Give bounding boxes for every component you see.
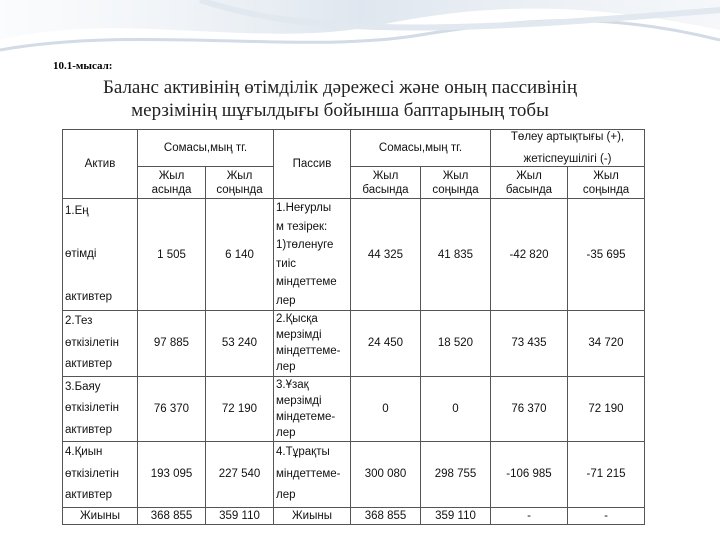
row3-asset-start: 76 370 <box>138 376 206 442</box>
row3-balance-start: 76 370 <box>491 376 568 442</box>
title-line-1: Баланс активінің өтімділік дәрежесі және оның пассивінің <box>102 77 578 98</box>
table-row <box>63 311 645 377</box>
total-liability-end: 359 110 <box>421 507 491 524</box>
row4-liability-line: 4.Тұрақты <box>276 446 330 458</box>
row2-asset-start: 97 885 <box>138 311 206 377</box>
row1-liability-line: 1.Неғурлы <box>276 202 332 214</box>
row1-liability-end: 41 835 <box>421 199 491 311</box>
row2-liability-line: міндеттеме- <box>276 345 341 358</box>
row2-balance-start: 73 435 <box>491 311 568 377</box>
row1-liability <box>274 199 351 311</box>
row4-liability <box>274 442 351 508</box>
row1-asset-start: 1 505 <box>138 199 206 311</box>
header-year-start-balance: Жыл басында <box>491 167 568 199</box>
row2-asset-line: өткізілетін <box>65 336 119 349</box>
header-liability: Пассив <box>274 130 351 199</box>
row4-liability-line: міндеттеме- <box>276 467 341 480</box>
row4-liability-line: лер <box>276 489 296 501</box>
total-row <box>63 507 645 524</box>
header-balance <box>491 130 645 167</box>
header-balance-line-1: Төлеу артықтығы (+), <box>510 131 625 143</box>
row3-liability-line: лер <box>276 426 296 439</box>
row3-asset <box>63 376 138 442</box>
row3-balance-end: 72 190 <box>568 376 645 442</box>
row2-liability-line: 2.Қысқа <box>276 313 318 326</box>
row2-liability <box>274 311 351 377</box>
row1-liability-line: тиіс <box>276 257 296 270</box>
row4-liability-end: 298 755 <box>421 442 491 508</box>
row1-asset-end: 6 140 <box>206 199 274 311</box>
row3-asset-line: өткізілетін <box>65 402 119 414</box>
total-balance-end: - <box>568 507 645 524</box>
row3-liability-end: 0 <box>421 376 491 442</box>
row1-asset-line <box>65 265 135 287</box>
row2-balance-end: 34 720 <box>568 311 645 377</box>
header-amount-assets: Сомасы,мың тг. <box>138 130 274 167</box>
page-title <box>60 76 620 122</box>
table-row <box>63 199 645 311</box>
total-asset-end: 359 110 <box>206 507 274 524</box>
row1-asset-line: 1.Ең <box>65 204 89 217</box>
row1-balance-end: -35 695 <box>568 199 645 311</box>
table-row <box>63 376 645 442</box>
table-row <box>63 442 645 508</box>
row1-liability-line: лер <box>276 294 296 307</box>
header-balance-line-2: жетіспеушілігі (-) <box>523 153 612 165</box>
total-balance-start: - <box>491 507 568 524</box>
row2-asset <box>63 311 138 377</box>
row3-liability <box>274 376 351 442</box>
header-year-end-liabilities: Жыл соңында <box>421 167 491 199</box>
row1-liability-line: 1)төленуге <box>276 239 334 251</box>
row3-asset-line: 3.Баяу <box>65 380 101 393</box>
row2-asset-end: 53 240 <box>206 311 274 377</box>
row2-liability-start: 24 450 <box>351 311 421 377</box>
row4-asset-line: активтер <box>65 489 113 501</box>
header-year-end-balance: Жыл соңында <box>568 167 645 199</box>
row2-liability-line: лер <box>276 361 296 374</box>
row1-liability-line: міндеттеме <box>276 276 337 288</box>
row4-asset-start: 193 095 <box>138 442 206 508</box>
row4-balance-start: -106 985 <box>491 442 568 508</box>
row2-liability-line: мерзімді <box>276 329 322 342</box>
total-asset-start: 368 855 <box>138 507 206 524</box>
row3-asset-line: активтер <box>65 423 113 436</box>
row1-liability-line: м тезірек: <box>276 220 328 233</box>
row1-asset-line <box>65 222 135 244</box>
row1-liability-start: 44 325 <box>351 199 421 311</box>
row2-asset-line: активтер <box>65 358 113 370</box>
header-year-start-liabilities: Жыл басында <box>351 167 421 199</box>
header-year-start-assets: Жыл асында <box>138 167 206 199</box>
title-line-2: мерзімінің шұғылдығы бойынша баптарының тобы <box>131 100 549 121</box>
row3-asset-end: 72 190 <box>206 376 274 442</box>
total-liability-start: 368 855 <box>351 507 421 524</box>
row4-asset-end: 227 540 <box>206 442 274 508</box>
row1-asset-line: активтер <box>65 290 113 303</box>
row3-liability-line: міндетеме- <box>276 410 336 423</box>
header-asset: Актив <box>63 130 138 199</box>
row3-liability-line: 3.Ұзақ <box>276 378 309 391</box>
row1-asset-line: өтімді <box>65 247 97 260</box>
row2-asset-line: 2.Тез <box>65 315 93 327</box>
row3-liability-start: 0 <box>351 376 421 442</box>
row4-asset-line: өткізілетін <box>65 467 119 480</box>
row4-balance-end: -71 215 <box>568 442 645 508</box>
total-liability-label: Жиыны <box>274 507 351 524</box>
example-label: 10.1-мысал: <box>53 60 113 72</box>
decorative-wave-banner <box>0 0 720 60</box>
row4-asset <box>63 442 138 508</box>
row1-asset <box>63 199 138 311</box>
row4-asset-line: 4.Қиын <box>65 446 103 458</box>
row2-liability-end: 18 520 <box>421 311 491 377</box>
row3-liability-line: мерзімді <box>276 394 322 407</box>
balance-table <box>62 129 645 525</box>
row4-liability-start: 300 080 <box>351 442 421 508</box>
row1-balance-start: -42 820 <box>491 199 568 311</box>
header-year-end-assets: Жыл соңында <box>206 167 274 199</box>
total-asset-label: Жиыны <box>63 507 138 524</box>
header-amount-liabilities: Сомасы,мың тг. <box>351 130 491 167</box>
